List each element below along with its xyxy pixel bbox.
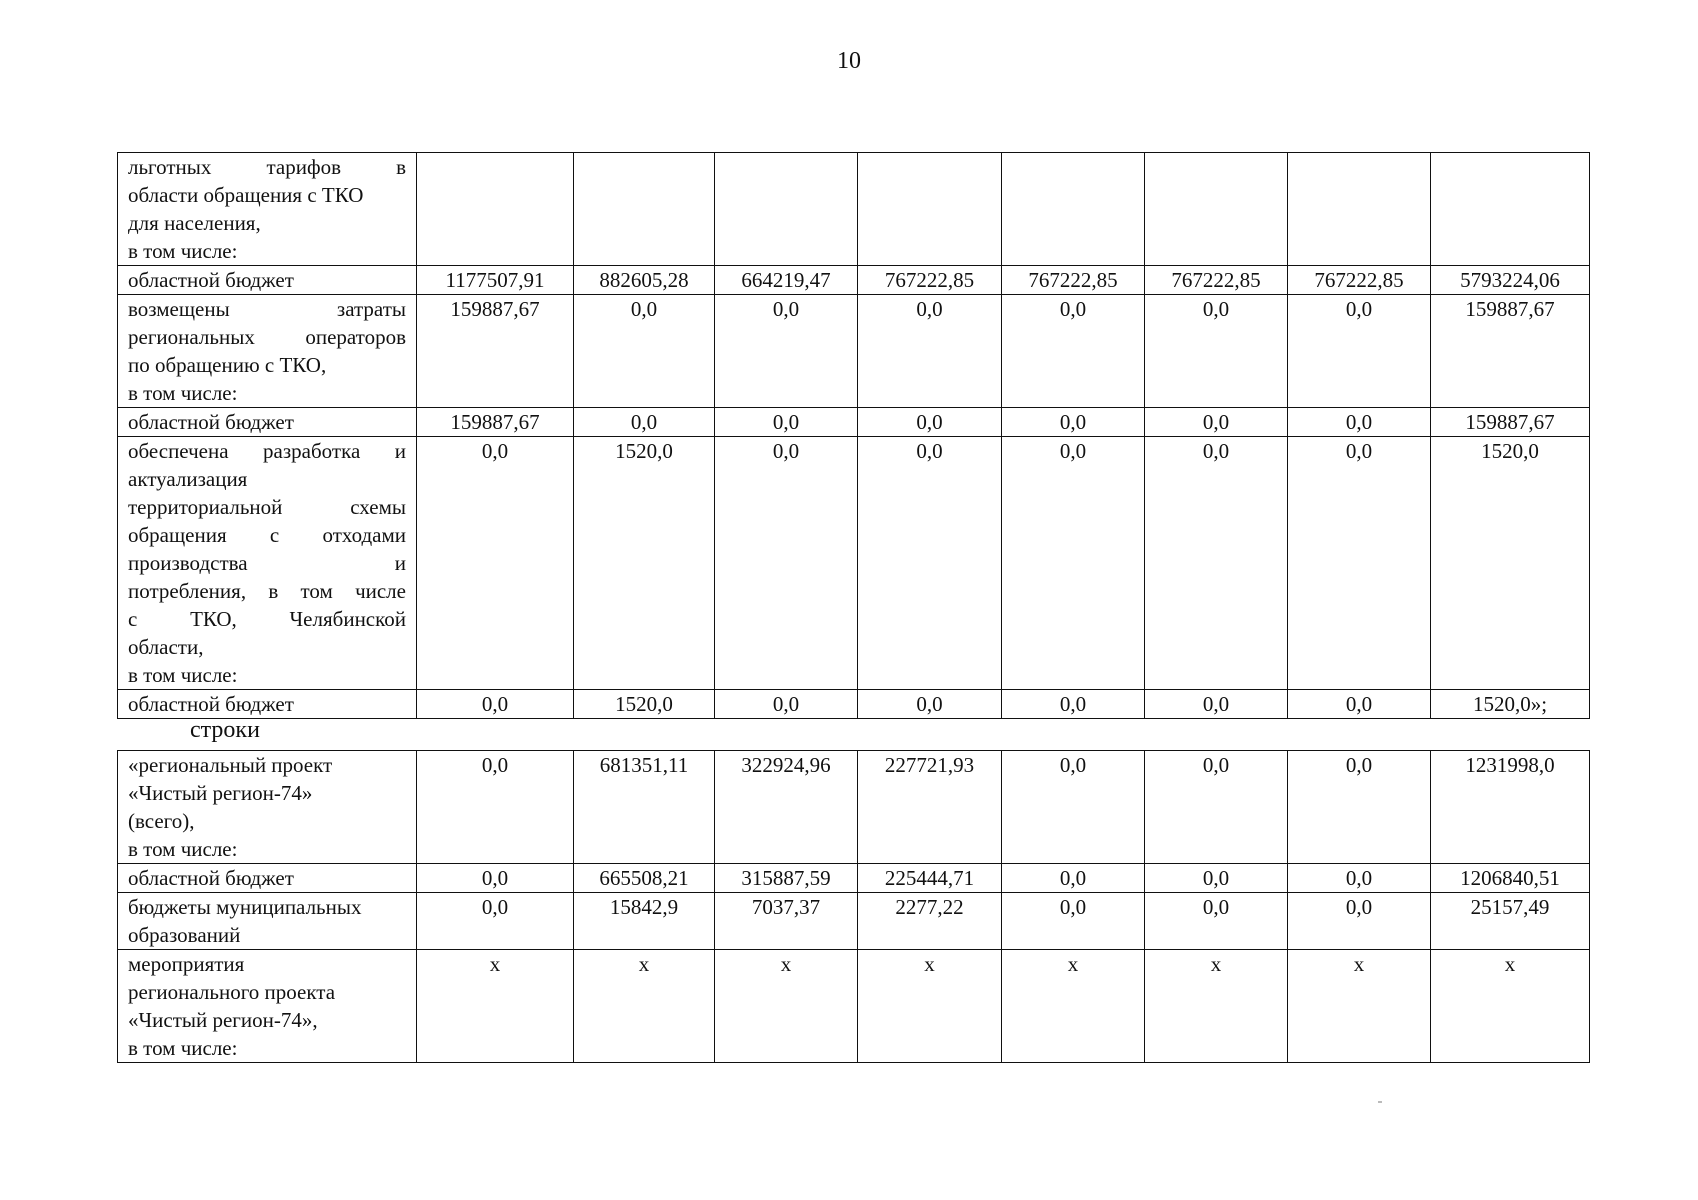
year-value-cell: 0,0 <box>1288 437 1431 690</box>
year-value-cell <box>1288 153 1431 266</box>
year-value-cell: 767222,85 <box>1288 266 1431 295</box>
year-value-cell: 0,0 <box>1145 437 1288 690</box>
row-label-line: областной бюджет <box>128 410 294 434</box>
row-label-cell <box>118 864 417 893</box>
total-value-cell: 1231998,0 <box>1431 751 1590 864</box>
row-label-line: производства и <box>128 551 406 575</box>
year-value-cell: 0,0 <box>858 408 1002 437</box>
year-value-cell: 1520,0 <box>574 690 715 719</box>
total-value-cell: 25157,49 <box>1431 893 1590 950</box>
row-label-line: в том числе: <box>128 663 238 687</box>
table-row <box>118 893 1590 950</box>
year-value-cell: 767222,85 <box>1002 266 1145 295</box>
row-label-line: областной бюджет <box>128 866 294 890</box>
year-value-cell: 0,0 <box>417 893 574 950</box>
row-label-cell <box>118 295 417 408</box>
year-value-cell: 315887,59 <box>715 864 858 893</box>
year-value-cell: х <box>858 950 1002 1063</box>
row-label-line: в том числе: <box>128 381 238 405</box>
row-label-line: территориальной схемы <box>128 495 406 519</box>
page-number: 10 <box>837 48 861 74</box>
row-label-cell <box>118 408 417 437</box>
row-label-cell <box>118 751 417 864</box>
year-value-cell: 665508,21 <box>574 864 715 893</box>
table-row <box>118 950 1590 1063</box>
year-value-cell: 0,0 <box>1002 864 1145 893</box>
year-value-cell: 0,0 <box>574 295 715 408</box>
year-value-cell: 0,0 <box>1002 690 1145 719</box>
year-value-cell <box>574 153 715 266</box>
year-value-cell: 0,0 <box>417 690 574 719</box>
year-value-cell: 0,0 <box>858 690 1002 719</box>
row-label-line: обеспечена разработка и <box>128 439 406 463</box>
year-value-cell <box>715 153 858 266</box>
row-label-line: образований <box>128 923 241 947</box>
year-value-cell: 767222,85 <box>1145 266 1288 295</box>
year-value-cell: 0,0 <box>1145 864 1288 893</box>
year-value-cell: 227721,93 <box>858 751 1002 864</box>
total-value-cell: х <box>1431 950 1590 1063</box>
row-label-line: «Чистый регион-74», <box>128 1008 318 1032</box>
scan-speck <box>1378 1101 1382 1103</box>
year-value-cell: 0,0 <box>1002 295 1145 408</box>
total-value-cell: 159887,67 <box>1431 408 1590 437</box>
table-row <box>118 408 1590 437</box>
table-row <box>118 153 1590 266</box>
year-value-cell <box>1002 153 1145 266</box>
row-label-line: актуализация <box>128 467 248 491</box>
year-value-cell: 1177507,91 <box>417 266 574 295</box>
year-value-cell: 322924,96 <box>715 751 858 864</box>
year-value-cell: 0,0 <box>1002 893 1145 950</box>
section-label: строки <box>190 717 260 743</box>
year-value-cell: 0,0 <box>715 295 858 408</box>
year-value-cell: 0,0 <box>1145 690 1288 719</box>
year-value-cell <box>417 153 574 266</box>
row-label-cell <box>118 893 417 950</box>
year-value-cell: 882605,28 <box>574 266 715 295</box>
year-value-cell: 0,0 <box>1145 295 1288 408</box>
row-label-cell <box>118 950 417 1063</box>
table-row <box>118 690 1590 719</box>
row-label-line: региональных операторов <box>128 325 406 349</box>
year-value-cell: 225444,71 <box>858 864 1002 893</box>
year-value-cell: 0,0 <box>1002 408 1145 437</box>
row-label-line: мероприятия <box>128 952 245 976</box>
total-value-cell: 1520,0»; <box>1431 690 1590 719</box>
row-label-line: в том числе: <box>128 837 238 861</box>
year-value-cell: 159887,67 <box>417 408 574 437</box>
total-value-cell: 1520,0 <box>1431 437 1590 690</box>
year-value-cell: 0,0 <box>1002 751 1145 864</box>
year-value-cell <box>1145 153 1288 266</box>
year-value-cell: 681351,11 <box>574 751 715 864</box>
table-row <box>118 751 1590 864</box>
year-value-cell: х <box>715 950 858 1063</box>
year-value-cell: 0,0 <box>715 437 858 690</box>
row-label-line: обращения с отходами <box>128 523 406 547</box>
year-value-cell: х <box>1145 950 1288 1063</box>
year-value-cell: 0,0 <box>574 408 715 437</box>
row-label-line: области обращения с ТКО <box>128 183 364 207</box>
year-value-cell: 7037,37 <box>715 893 858 950</box>
table-row <box>118 266 1590 295</box>
year-value-cell: 159887,67 <box>417 295 574 408</box>
row-label-line: льготных тарифов в <box>128 155 406 179</box>
year-value-cell: 0,0 <box>1002 437 1145 690</box>
year-value-cell: 664219,47 <box>715 266 858 295</box>
year-value-cell: 0,0 <box>1288 751 1431 864</box>
year-value-cell: х <box>1288 950 1431 1063</box>
row-label-line: «региональный проект <box>128 753 333 777</box>
row-label-cell <box>118 266 417 295</box>
year-value-cell: 0,0 <box>858 295 1002 408</box>
year-value-cell: 0,0 <box>1288 864 1431 893</box>
total-value-cell: 5793224,06 <box>1431 266 1590 295</box>
row-label-line: бюджеты муниципальных <box>128 895 362 919</box>
year-value-cell: х <box>1002 950 1145 1063</box>
year-value-cell: 0,0 <box>1288 408 1431 437</box>
row-label-line: по обращению с ТКО, <box>128 353 327 377</box>
year-value-cell: 0,0 <box>417 751 574 864</box>
budget-table-bottom <box>117 750 1590 1063</box>
year-value-cell <box>858 153 1002 266</box>
year-value-cell: 0,0 <box>1288 295 1431 408</box>
row-label-cell <box>118 437 417 690</box>
year-value-cell: 0,0 <box>417 864 574 893</box>
row-label-line: регионального проекта <box>128 980 336 1004</box>
year-value-cell: 15842,9 <box>574 893 715 950</box>
year-value-cell: 0,0 <box>1288 893 1431 950</box>
year-value-cell: х <box>417 950 574 1063</box>
total-value-cell <box>1431 153 1590 266</box>
row-label-line: в том числе: <box>128 239 238 263</box>
row-label-cell <box>118 153 417 266</box>
year-value-cell: 0,0 <box>1145 893 1288 950</box>
row-label-cell <box>118 690 417 719</box>
year-value-cell: 767222,85 <box>858 266 1002 295</box>
year-value-cell: 2277,22 <box>858 893 1002 950</box>
row-label-line: «Чистый регион-74» <box>128 781 313 805</box>
row-label-line: возмещены затраты <box>128 297 406 321</box>
year-value-cell: 0,0 <box>417 437 574 690</box>
row-label-line: областной бюджет <box>128 268 294 292</box>
year-value-cell: 0,0 <box>858 437 1002 690</box>
table-row <box>118 295 1590 408</box>
year-value-cell: 0,0 <box>1145 751 1288 864</box>
budget-table-top <box>117 152 1590 719</box>
year-value-cell: 1520,0 <box>574 437 715 690</box>
total-value-cell: 1206840,51 <box>1431 864 1590 893</box>
table-row <box>118 437 1590 690</box>
row-label-line: в том числе: <box>128 1036 238 1060</box>
row-label-line: области, <box>128 635 204 659</box>
row-label-line: областной бюджет <box>128 692 294 716</box>
year-value-cell: х <box>574 950 715 1063</box>
row-label-line: (всего), <box>128 809 195 833</box>
row-label-line: с ТКО, Челябинской <box>128 607 406 631</box>
row-label-line: для населения, <box>128 211 261 235</box>
year-value-cell: 0,0 <box>1145 408 1288 437</box>
total-value-cell: 159887,67 <box>1431 295 1590 408</box>
table-row <box>118 864 1590 893</box>
year-value-cell: 0,0 <box>715 690 858 719</box>
row-label-line: потребления, в том числе <box>128 579 406 603</box>
year-value-cell: 0,0 <box>715 408 858 437</box>
year-value-cell: 0,0 <box>1288 690 1431 719</box>
